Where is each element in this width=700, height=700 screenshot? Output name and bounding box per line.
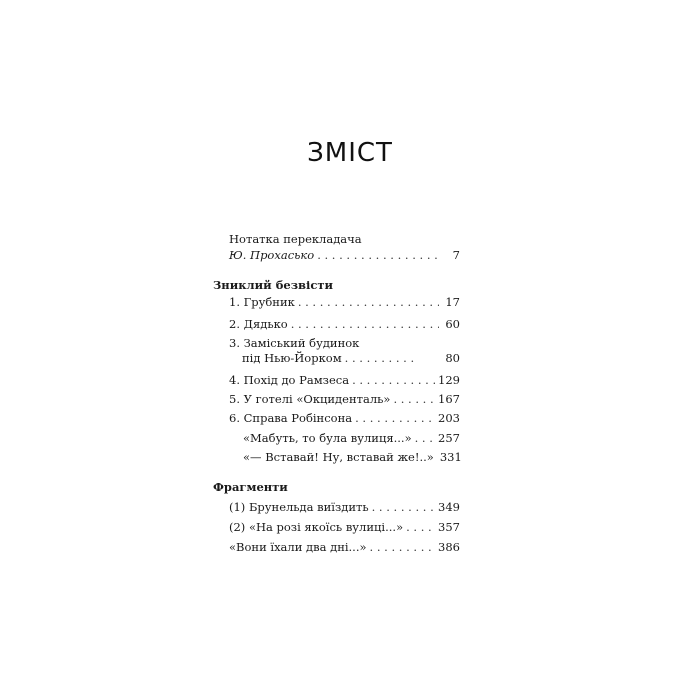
toc-section-title[interactable] (213, 278, 460, 293)
toc-page-number: 349 (438, 500, 460, 514)
toc-page-number: 167 (438, 392, 460, 406)
toc-page-number: 203 (438, 411, 460, 425)
toc-entry-label: (2) «На розі якоїсь вулиці...» (229, 520, 404, 534)
toc-translator-note-label[interactable] (229, 232, 460, 247)
toc-entry-label: 6. Справа Робінсона (229, 411, 353, 425)
toc-chapter-1[interactable] (229, 295, 460, 310)
toc-translator-note-author[interactable] (229, 248, 460, 263)
section-title-text: Фрагменти (213, 480, 288, 494)
toc-entry-label: 1. Грубник (229, 295, 295, 309)
toc-page-number: 331 (439, 450, 462, 464)
toc-chapter-3-line1[interactable] (229, 336, 460, 351)
toc-chapter-2[interactable] (229, 317, 460, 332)
toc-subentry-1[interactable] (243, 431, 460, 446)
toc-page-number: 357 (438, 520, 460, 534)
toc-leader-dots (317, 248, 439, 263)
toc-entry-label: 2. Дядько (229, 317, 288, 331)
toc-entry-label: 5. У готелі «Окциденталь» (229, 392, 391, 406)
toc-page-number: 386 (438, 540, 460, 554)
toc-page-number: 7 (452, 248, 460, 262)
toc-entry-label: під Нью-Йорком (242, 351, 342, 365)
toc-leader-dots (352, 373, 435, 388)
toc-chapter-6[interactable] (229, 411, 460, 426)
section-title-text: Зниклий безвісти (213, 278, 334, 292)
toc-chapter-4[interactable] (229, 373, 460, 388)
toc-leader-dots (406, 520, 435, 535)
toc-entry-label: Ю. Прохасько (229, 248, 315, 262)
toc-leader-dots (291, 317, 439, 332)
toc-entry-label: 4. Похід до Рамзеса (229, 373, 350, 387)
page-title: ЗМІСТ (307, 138, 393, 168)
toc-entry-label: «Мабуть, то була вулиця...» (243, 431, 412, 445)
toc-entry-label: «Вони їхали два дні...» (229, 540, 367, 554)
toc-fragment-2[interactable] (229, 520, 460, 535)
toc-page-number: 129 (438, 373, 460, 387)
toc-section-title[interactable] (213, 480, 460, 495)
toc-fragment-3[interactable] (229, 540, 460, 555)
toc-page-number: 60 (445, 317, 460, 331)
toc-page-number: 17 (445, 295, 460, 309)
toc-leader-dots (415, 431, 435, 446)
toc-entry-label: (1) Брунельда виїздить (229, 500, 369, 514)
toc-page-number: 80 (445, 351, 460, 365)
toc-entry-label: Нотатка перекладача (229, 232, 362, 246)
toc-leader-dots (298, 295, 439, 310)
toc-page-number: 257 (438, 431, 460, 445)
toc-leader-dots (393, 392, 435, 407)
toc-subentry-2[interactable] (243, 450, 460, 465)
toc-entry-label: «— Вставай! Ну, вставай же!..» (243, 450, 434, 464)
toc-leader-dots (355, 411, 435, 426)
toc-leader-dots (370, 540, 436, 555)
toc-leader-dots (372, 500, 435, 515)
toc-fragment-1[interactable] (229, 500, 460, 515)
toc-chapter-5[interactable] (229, 392, 460, 407)
toc-leader-dots (345, 351, 415, 366)
toc-entry-label: 3. Заміський будинок (229, 336, 360, 350)
toc-chapter-3-line2[interactable] (242, 351, 460, 366)
